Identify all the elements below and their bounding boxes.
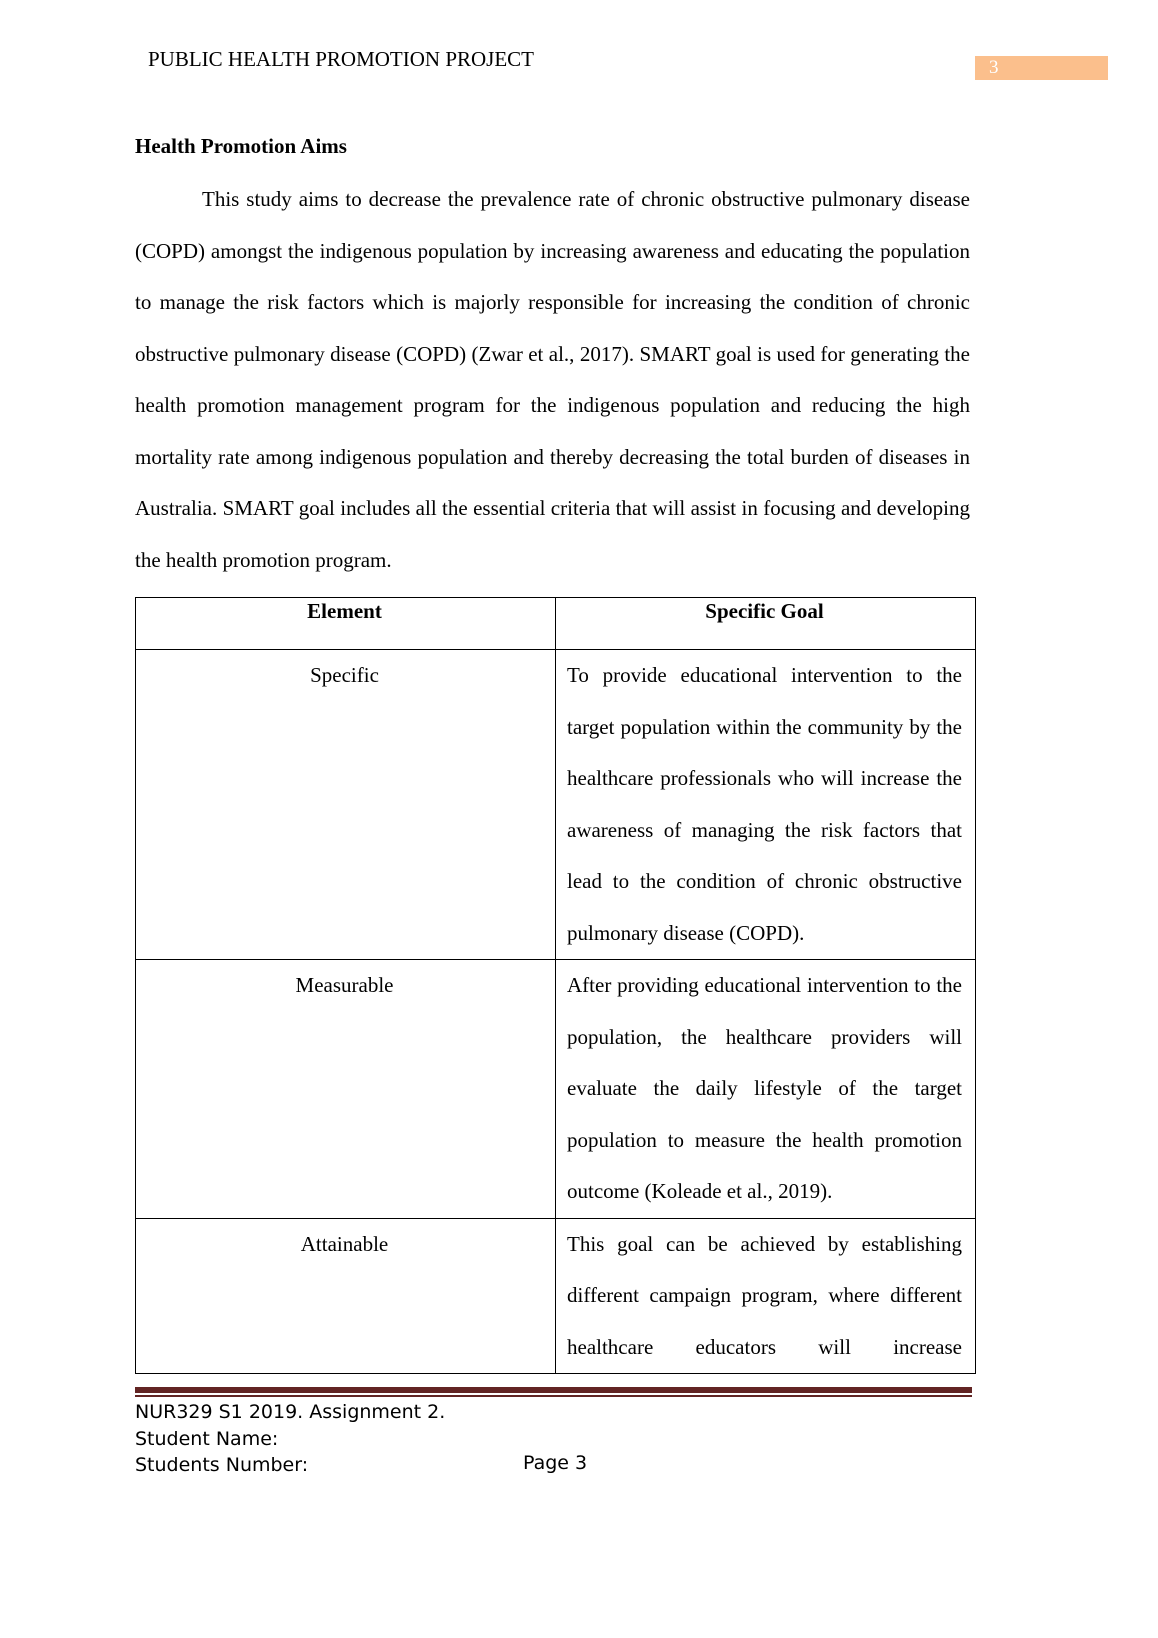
table-row <box>136 650 976 960</box>
smart-goal-table <box>135 597 976 1374</box>
body-paragraph: This study aims to decrease the prevalence rate of chronic obstructive pulmonary disease (COPD) amongst the indigenous population by increasing awareness and educating the population to manage the risk factors which is majorly responsible for increasing the condition of chronic obstructive pulmonary disease (COPD) (Zwar et al., 2017). SMART goal is used for generating the health promotion management program for the indigenous population and reducing the high mortality rate among indigenous population and thereby decreasing the total burden of diseases in Australia. SMART goal includes all the essential criteria that will assist in focusing and developing the health promotion program. <box>135 187 970 572</box>
footer-student-number: Students Number: <box>135 1454 309 1476</box>
table-header-row <box>136 598 976 650</box>
footer-page-number: Page 3 <box>523 1452 588 1474</box>
footer-info <box>135 1399 445 1479</box>
column-header-goal: Specific Goal <box>556 598 976 650</box>
footer-student-name: Student Name: <box>135 1427 279 1450</box>
footer-rule-thick <box>135 1387 972 1393</box>
element-cell: Attainable <box>136 1218 556 1374</box>
table-row <box>136 1218 976 1374</box>
element-cell: Measurable <box>136 960 556 1219</box>
running-header: PUBLIC HEALTH PROMOTION PROJECT <box>148 47 535 71</box>
goal-cell: This goal can be achieved by establishing different campaign program, where different healthcare educators will increase <box>556 1218 976 1374</box>
column-header-element: Element <box>136 598 556 650</box>
goal-cell: To provide educational intervention to the target population within the community by the healthcare professionals who will increase the awareness of managing the risk factors that lead to the condition of chronic obstructive pulmonary disease (COPD). <box>556 650 976 960</box>
goal-cell: After providing educational intervention to the population, the healthcare providers will evaluate the daily lifestyle of the target population to measure the health promotion outcome (Koleade et al., 2019). <box>556 960 976 1219</box>
element-cell: Specific <box>136 650 556 960</box>
table-row <box>136 960 976 1219</box>
header-page-number: 3 <box>975 56 1108 80</box>
footer-course: NUR329 S1 2019. Assignment 2. <box>135 1401 446 1423</box>
section-heading: Health Promotion Aims <box>135 134 347 158</box>
footer-rule-thin <box>135 1395 972 1397</box>
